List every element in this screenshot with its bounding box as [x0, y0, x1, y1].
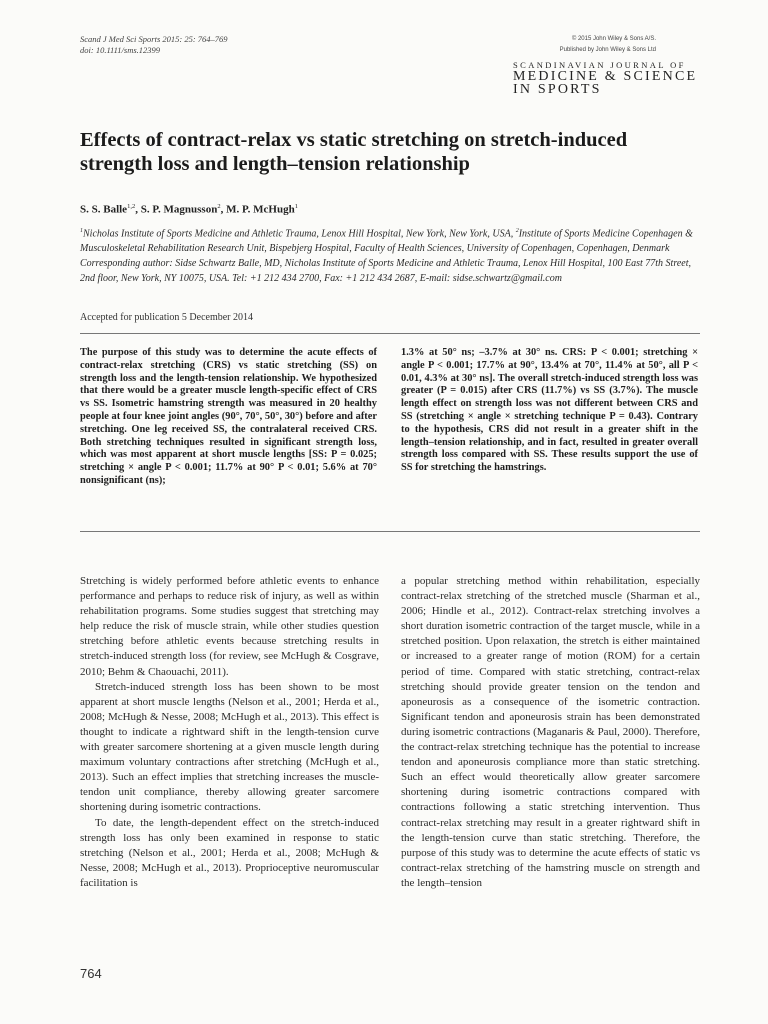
author-name: S. S. Balle: [80, 203, 128, 216]
body-column-left: [80, 574, 379, 891]
author-affiliation-marker: 1,2: [127, 203, 136, 210]
article-title: Effects of contract-relax vs static stretching on stretch-induced strength loss and length–tension relationship: [80, 129, 628, 175]
page-number: 764: [80, 966, 102, 981]
paragraph: Stretching is widely performed before athletic events to enhance performance and perhaps to reduce risk of injury, as well as within rehabilitation programs. Some studies suggest that stretching may help reduce the risk of muscle strain, while other studies question stretching before athletic events because stretching results in stretch-induced strength loss (for review, see McHugh & Cosgrave, 2010; Behm & Chaouachi, 2011).: [80, 575, 379, 678]
citation-line: Scand J Med Sci Sports 2015: 25: 764–769: [80, 34, 228, 44]
author-name: M. P. McHugh: [226, 203, 295, 216]
doi-line: doi: 10.1111/sms.12399: [80, 45, 161, 55]
corresponding-author: Corresponding author: Sidse Schwartz Balle, MD, Nicholas Institute of Sports Medicine and Athletic Trauma, Lenox Hill Hospital, 100 East 77th Street, 2nd floor, New York, NY 10075, USA. Tel: +1 212 434 2700, Fax: +1 212 434 2687, E-mail: sidse.schwartz@gmail.com: [80, 258, 691, 285]
publisher-line: Published by John Wiley & Sons Ltd: [559, 47, 656, 53]
affiliations: [80, 224, 705, 286]
copyright-line: © 2015 John Wiley & Sons A/S.: [571, 36, 656, 42]
journal-logo-line2: MEDICINE & SCIENCE: [513, 69, 698, 84]
paragraph: a popular stretching method within rehabilitation, especially contract-relax stretching of the stretched muscle (Sharman et al., 2006; Hindle et al., 2012). Contract-relax stretching involves a short duration isometric contraction of the target muscle, while in a stretched position. Upon relaxation, the stretch is either maintained or increased to a greater range of motion (ROM) for a certain period of time. Compared with static stretching, contract-relax stretching should provide greater tension on the tendon and aponeurosis as a consequence of the isometric contraction. Significant tendon and aponeurosis strain has been demonstrated during isometric contractions (Maganaris & Paul, 2000). Therefore, the contract-relax stretching technique has the potential to increase tendon and aponeurosis compliance more than static stretching. Such an effect would theoretically allow greater sarcomere shortening during isometric contractions compared with contractions following a static stretching intervention. Thus contract-relax stretching may result in a greater rightward shift in the length-tension curve than static stretching. Therefore, the purpose of this study was to determine the acute effects of static vs contract-relax stretching of the hamstring muscle on strength and the length–tension: [401, 575, 700, 889]
affiliation-marker: 1: [80, 228, 83, 234]
abstract-column-left: The purpose of this study was to determine the acute effects of contract-relax stretching (CRS) vs static stretching (SS) on strength loss and the length-tension relationship. We hypothesized that there would be a greater muscle length-specific effect of CRS vs SS. Isometric hamstring strength was measured in 20 healthy people at four knee joint angles (90°, 70°, 50°, 30°) before and after stretching. One leg received SS, the contralateral received CRS. Both stretching techniques resulted in significant strength loss, which was most apparent at short muscle lengths [SS: P = 0.025; stretching × angle P < 0.001; 11.7% at 90° P < 0.01; 5.6% at 70° nonsignificant (ns);: [80, 347, 377, 486]
journal-logo: [513, 60, 703, 96]
body-column-right: [401, 574, 700, 891]
affiliation-2: Institute of Sports Medicine Copenhagen & Musculoskeletal Rehabilitation Research Unit, Bispebjerg Hospital, Faculty of Health Sciences, University of Copenhagen, Copenhagen, Denmark: [80, 228, 693, 255]
author-affiliation-marker: 2: [217, 203, 221, 210]
author-name: S. P. Magnusson: [140, 203, 218, 216]
divider: [80, 333, 700, 334]
paragraph: To date, the length-dependent effect on the stretch-induced strength loss has only been examined in response to static stretching (Nelson et al., 2001; Herda et al., 2008; McHugh & Nesse, 2008; McHugh et al., 2013). Proprioceptive neuromuscular facilitation is: [80, 816, 379, 889]
affiliation-text: [80, 224, 705, 256]
journal-logo-line3: IN SPORTS: [513, 82, 602, 97]
affiliation-marker: 2: [515, 228, 519, 234]
paragraph: Stretch-induced strength loss has been shown to be most apparent at short muscle lengths (Nelson et al., 2001; Herda et al., 2008; McHugh & Nesse, 2008; McHugh et al., 2013). This effect is thought to indicate a rightward shift in the length-tension curve with greater sarcomere shortening at a given muscle length during maximum voluntary contractions after stretching (McHugh et al., 2013). Such an effect implies that stretching increases the muscle-tendon unit compliance, thereby allowing greater sarcomere shortening during isometric contractions.: [80, 680, 379, 814]
author-affiliation-marker: 1: [294, 203, 298, 210]
copyright-notice: [560, 34, 656, 56]
accepted-date: Accepted for publication 5 December 2014: [80, 312, 253, 323]
author-list: S. S. Balle$^{1,2}$, S. P. Magnusson$^2$, M. P. McHugh$^1$: [80, 203, 298, 216]
journal-citation: [80, 34, 228, 56]
abstract-column-right: 1.3% at 50° ns; –3.7% at 30° ns. CRS: P < 0.001; stretching × angle P < 0.001; 17.7% at 90°, 13.4% at 70°, 11.4% at 50°, all P < 0.01, 4.3% at 30° ns]. The overall stretch-induced strength loss was greater (P = 0.015) after CRS (11.7%) vs SS (3.7%). The muscle length effect on strength loss was not different between CRS and SS (stretching × angle × stretching technique P = 0.43). Contrary to the hypothesis, CRS did not result in a greater shift in the length–tension relationship, and in fact, resulted in greater overall strength loss compared with SS. These results support the use of SS for stretching the hamstrings.: [401, 347, 698, 474]
journal-logo-line1: SCANDINAVIAN JOURNAL OF: [513, 60, 686, 70]
affiliation-1: Nicholas Institute of Sports Medicine and Athletic Trauma, Lenox Hill Hospital, New York, New York, USA,: [83, 228, 516, 240]
divider: [80, 531, 700, 532]
